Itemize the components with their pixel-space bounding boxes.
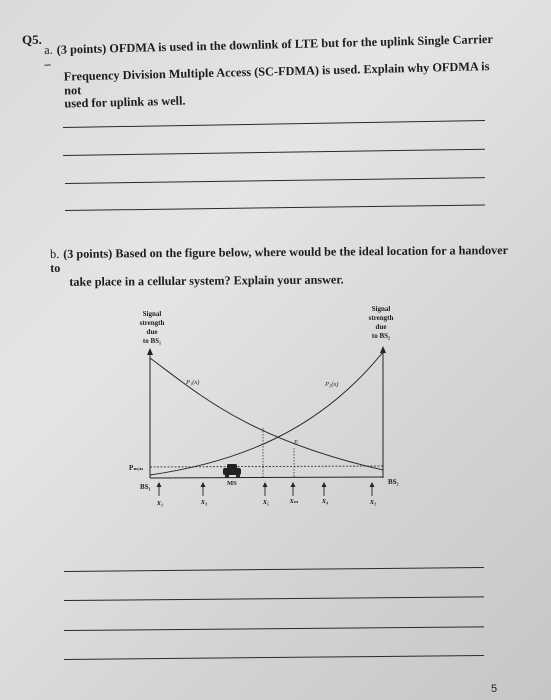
page-number: 5	[491, 683, 498, 695]
pmin-threshold-line	[150, 466, 383, 467]
x-marker-arrowheads	[157, 482, 375, 487]
mobile-station-icon	[223, 464, 241, 478]
right-axis-label-line-1: Signal	[371, 305, 391, 313]
left-axis-label	[140, 310, 165, 345]
right-axis-label-line-4: to BS₂	[371, 332, 391, 340]
part-b-line-1: (3 points) Based on the figure below, where would be the ideal location for a handover to	[50, 243, 508, 275]
left-axis-label-line-3: due	[146, 328, 158, 336]
right-axis-arrow	[380, 346, 386, 353]
left-axis-label-line-1: Signal	[142, 310, 162, 318]
x4-label: X₄	[321, 498, 329, 505]
part-a-line-2: Frequency Division Multiple Access (SC-FDMA) is used. Explain why OFDMA is not	[63, 59, 490, 98]
x2-label: X₂	[369, 499, 377, 506]
x1-label: X₁	[156, 500, 164, 507]
right-axis-label-line-3: due	[375, 323, 387, 331]
bs2-label: BS₂	[388, 478, 399, 486]
distance-axis	[150, 477, 383, 478]
x3-label: X₃	[200, 499, 208, 506]
e-label: E	[294, 439, 298, 446]
x5-label: X₅	[262, 499, 270, 506]
x-marker-labels	[156, 498, 377, 507]
right-axis-label	[369, 305, 394, 340]
p1-curve	[150, 358, 383, 470]
part-a-line-3: used for uplink as well.	[64, 93, 186, 111]
part-b-label: b.	[50, 246, 60, 261]
left-axis-label-line-2: strength	[139, 319, 165, 327]
p2-curve	[150, 352, 383, 475]
part-b-line-2: take place in a cellular system? Explain your answer.	[69, 272, 344, 289]
part-a-label: a.	[43, 42, 53, 57]
question-number: Q5.	[22, 32, 42, 47]
bs1-label: BS₁	[140, 483, 151, 491]
xm-label: Xₘ	[289, 498, 299, 505]
p2-curve-label: P₂(x)	[325, 381, 339, 388]
left-axis-label-line-4: to BS₁	[142, 337, 162, 345]
right-axis-label-line-2: strength	[368, 314, 394, 322]
left-axis-arrow	[147, 348, 153, 355]
p1-curve-label: P₁(x)	[186, 379, 200, 386]
ms-label: MS	[227, 480, 237, 487]
part-a-line-1: (3 points) OFDMA is used in the downlink of LTE but for the uplink Single Carrier –	[44, 32, 493, 71]
pmin-label: Pₘᵢₙ	[129, 464, 144, 472]
